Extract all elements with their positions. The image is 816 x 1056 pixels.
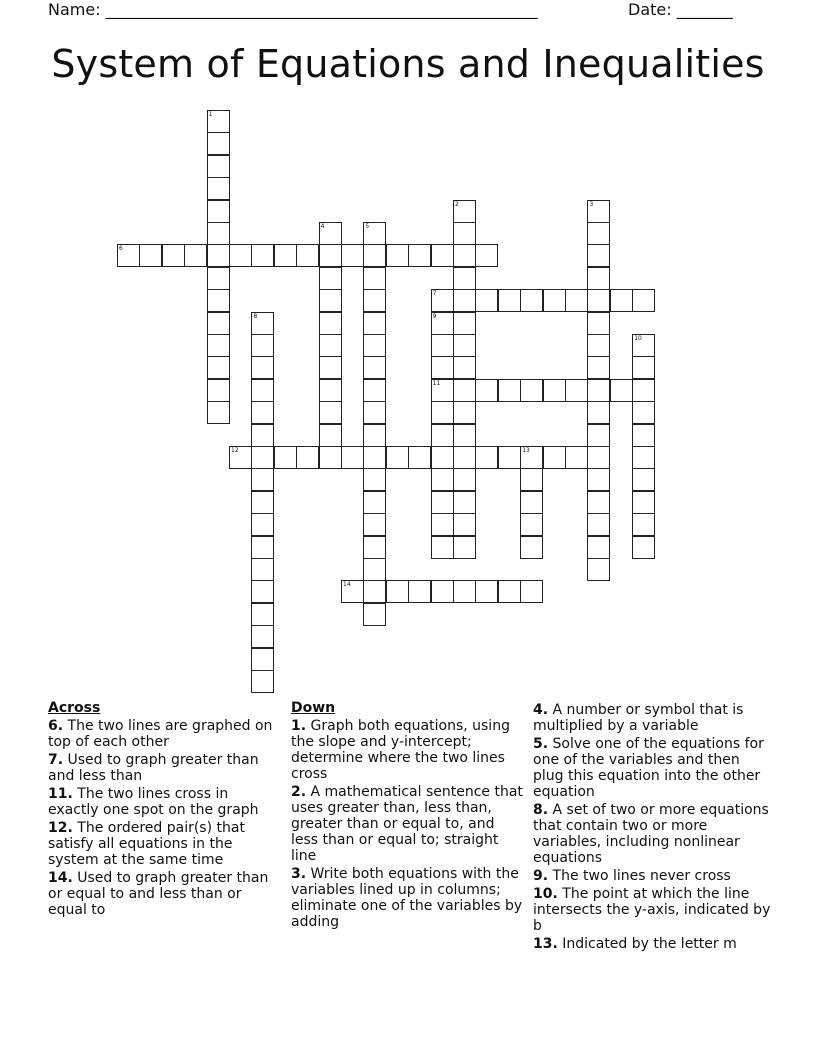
clue-item xyxy=(533,886,773,934)
clue-item xyxy=(533,802,773,866)
clue-number: 2 xyxy=(455,200,459,208)
crossword-cell[interactable] xyxy=(251,334,274,357)
clue-number: 9 xyxy=(432,312,437,320)
crossword-cell[interactable] xyxy=(453,379,476,402)
crossword-cell[interactable] xyxy=(386,446,409,469)
crossword-cell[interactable] xyxy=(319,379,342,402)
crossword-cell[interactable] xyxy=(431,446,454,469)
crossword-cell[interactable] xyxy=(363,334,386,357)
crossword-cell[interactable] xyxy=(453,289,476,312)
clue-number: 11 xyxy=(432,379,441,387)
crossword-cell[interactable] xyxy=(251,446,274,469)
clue-item xyxy=(291,866,523,930)
down-clues-col2 xyxy=(533,702,773,954)
crossword-cell[interactable] xyxy=(363,379,386,402)
crossword-cell[interactable] xyxy=(453,491,476,514)
crossword-cell[interactable] xyxy=(319,289,342,312)
down-heading: Down xyxy=(291,700,336,716)
crossword-cell[interactable] xyxy=(363,513,386,536)
clue-number: 10 xyxy=(634,335,642,342)
crossword-cell[interactable] xyxy=(207,401,230,424)
crossword-cell[interactable] xyxy=(475,446,498,469)
down-clues-col1 xyxy=(291,700,523,932)
crossword-cell[interactable] xyxy=(363,446,386,469)
crossword-cell[interactable] xyxy=(431,334,454,357)
crossword-cell[interactable] xyxy=(207,379,230,402)
clue-item xyxy=(533,868,773,884)
crossword-cell[interactable] xyxy=(543,379,566,402)
clue-text: The point at which the line intersects the y-axis, indicated by b xyxy=(533,886,771,934)
clue-text: The two lines are graphed on top of each other xyxy=(48,718,273,750)
clue-text: Used to graph greater than and less than xyxy=(48,752,259,784)
clue-number-label: 13. xyxy=(533,936,558,952)
crossword-cell[interactable] xyxy=(251,670,274,693)
crossword-cell[interactable] xyxy=(453,536,476,559)
crossword-cell[interactable] xyxy=(587,401,610,424)
crossword-cell[interactable] xyxy=(251,356,274,379)
crossword-cell[interactable] xyxy=(453,513,476,536)
crossword-cell[interactable] xyxy=(632,289,655,312)
crossword-cell[interactable] xyxy=(475,580,498,603)
crossword-cell[interactable] xyxy=(453,580,476,603)
crossword-cell[interactable] xyxy=(386,244,409,267)
crossword-cell[interactable] xyxy=(587,558,610,581)
crossword-cell[interactable] xyxy=(341,244,364,267)
crossword-cell[interactable] xyxy=(431,356,454,379)
crossword-cell[interactable] xyxy=(207,289,230,312)
crossword-cell[interactable] xyxy=(453,244,476,267)
crossword-cell[interactable] xyxy=(251,401,274,424)
crossword-cell[interactable] xyxy=(251,379,274,402)
crossword-cell[interactable] xyxy=(520,468,543,491)
across-heading: Across xyxy=(48,700,101,716)
crossword-cell[interactable] xyxy=(251,558,274,581)
crossword-cell[interactable] xyxy=(207,356,230,379)
crossword-cell[interactable] xyxy=(520,513,543,536)
crossword-cell[interactable] xyxy=(632,401,655,424)
crossword-cell[interactable] xyxy=(319,244,342,267)
clue-number: 12 xyxy=(231,447,239,454)
crossword-cell[interactable] xyxy=(363,603,386,626)
crossword-cell[interactable] xyxy=(251,244,274,267)
crossword-cell[interactable] xyxy=(632,491,655,514)
crossword-cell[interactable] xyxy=(431,536,454,559)
crossword-cell[interactable] xyxy=(363,401,386,424)
crossword-cell[interactable] xyxy=(251,648,274,671)
crossword-cell[interactable] xyxy=(453,424,476,447)
clue-text: The two lines cross in exactly one spot on the graph xyxy=(48,786,259,818)
crossword-cell[interactable] xyxy=(386,580,409,603)
clue-text: The ordered pair(s) that satisfy all equations in the system at the same time xyxy=(48,820,245,868)
crossword-cell[interactable] xyxy=(587,289,610,312)
crossword-cell[interactable] xyxy=(162,244,185,267)
date-field: Date: _______ xyxy=(628,0,733,19)
crossword-cell[interactable] xyxy=(498,580,521,603)
crossword-cell[interactable] xyxy=(587,468,610,491)
clue-text: A number or symbol that is multiplied by a variable xyxy=(533,702,744,734)
clue-number-label: 4. xyxy=(533,702,549,718)
crossword-cell[interactable] xyxy=(431,244,454,267)
across-clues xyxy=(48,700,278,920)
crossword-cell[interactable] xyxy=(319,424,342,447)
crossword-cell[interactable] xyxy=(431,468,454,491)
crossword-cell[interactable] xyxy=(251,491,274,514)
crossword-cell[interactable] xyxy=(251,625,274,648)
crossword-cell[interactable] xyxy=(363,312,386,335)
crossword-cell[interactable] xyxy=(587,267,610,290)
crossword-cell[interactable] xyxy=(587,424,610,447)
crossword-cell[interactable] xyxy=(565,446,588,469)
crossword-cell[interactable] xyxy=(363,289,386,312)
clue-number-label: 9. xyxy=(533,868,549,884)
clue-item xyxy=(533,936,773,952)
crossword-cell[interactable] xyxy=(251,468,274,491)
crossword-cell[interactable] xyxy=(207,200,230,223)
crossword-cell[interactable] xyxy=(431,424,454,447)
clue-number: 14 xyxy=(343,581,351,589)
crossword-cell[interactable] xyxy=(274,446,297,469)
crossword-cell[interactable] xyxy=(520,289,543,312)
crossword-cell[interactable] xyxy=(632,424,655,447)
crossword-cell[interactable] xyxy=(632,356,655,379)
clue-number-label: 14. xyxy=(48,870,73,886)
clue-item xyxy=(533,702,773,734)
crossword-cell[interactable] xyxy=(632,446,655,469)
clue-number-label: 2. xyxy=(291,784,307,800)
crossword-cell[interactable] xyxy=(408,580,431,603)
page-title: System of Equations and Inequalities xyxy=(51,42,765,86)
crossword-cell[interactable] xyxy=(498,446,521,469)
crossword-cell[interactable] xyxy=(453,267,476,290)
crossword-cell[interactable] xyxy=(207,312,230,335)
crossword-cell[interactable] xyxy=(587,491,610,514)
crossword-cell[interactable] xyxy=(610,289,633,312)
crossword-cell[interactable] xyxy=(453,334,476,357)
clue-text: A mathematical sentence that uses greater than, less than, greater than or equal to, and less than or equal to; straight line xyxy=(291,784,523,864)
crossword-cell[interactable] xyxy=(363,424,386,447)
crossword-cell[interactable] xyxy=(453,222,476,245)
crossword-cell[interactable] xyxy=(319,267,342,290)
clue-item xyxy=(48,870,278,918)
crossword-cell[interactable] xyxy=(587,513,610,536)
crossword-cell[interactable] xyxy=(251,424,274,447)
crossword-cell[interactable] xyxy=(632,513,655,536)
crossword-cell[interactable] xyxy=(251,580,274,603)
crossword-cell[interactable] xyxy=(319,334,342,357)
clue-number-label: 3. xyxy=(291,866,307,882)
crossword-cell[interactable] xyxy=(475,244,498,267)
crossword-cell[interactable] xyxy=(251,603,274,626)
crossword-cell[interactable] xyxy=(319,312,342,335)
crossword-cell[interactable] xyxy=(632,468,655,491)
crossword-cell[interactable] xyxy=(251,513,274,536)
crossword-cell[interactable] xyxy=(475,379,498,402)
crossword-cell[interactable] xyxy=(184,244,207,267)
crossword-cell[interactable] xyxy=(296,244,319,267)
crossword-cell[interactable] xyxy=(296,446,319,469)
crossword-cell[interactable] xyxy=(565,379,588,402)
crossword-cell[interactable] xyxy=(431,401,454,424)
clue-number: 7 xyxy=(432,290,437,298)
crossword-cell[interactable] xyxy=(363,558,386,581)
crossword-cell[interactable] xyxy=(207,267,230,290)
crossword-cell[interactable] xyxy=(408,244,431,267)
clue-number: 3 xyxy=(589,200,594,208)
crossword-cell[interactable] xyxy=(207,334,230,357)
clue-text: Write both equations with the variables lined up in columns; eliminate one of the variables by adding xyxy=(291,866,523,930)
crossword-cell[interactable] xyxy=(565,289,588,312)
clue-number-label: 5. xyxy=(533,736,549,752)
crossword-cell[interactable] xyxy=(363,468,386,491)
crossword-cell[interactable] xyxy=(363,580,386,603)
crossword-cell[interactable] xyxy=(229,244,252,267)
clue-number-label: 7. xyxy=(48,752,64,768)
crossword-cell[interactable] xyxy=(453,468,476,491)
crossword-cell[interactable] xyxy=(587,222,610,245)
clue-number-label: 11. xyxy=(48,786,73,802)
clue-number: 5 xyxy=(365,223,370,230)
crossword-cell[interactable] xyxy=(431,491,454,514)
crossword-cell[interactable] xyxy=(319,356,342,379)
clue-number-label: 6. xyxy=(48,718,64,734)
crossword-cell[interactable] xyxy=(520,580,543,603)
crossword-cell[interactable] xyxy=(587,446,610,469)
crossword-cell[interactable] xyxy=(453,401,476,424)
crossword-cell[interactable] xyxy=(453,356,476,379)
crossword-cell[interactable] xyxy=(139,244,162,267)
clue-number-label: 8. xyxy=(533,802,549,818)
clue-text: The two lines never cross xyxy=(548,868,731,884)
clue-number-label: 10. xyxy=(533,886,558,902)
clue-number: 6 xyxy=(119,245,123,253)
clue-item xyxy=(48,718,278,750)
crossword-cell[interactable] xyxy=(498,379,521,402)
crossword-cell[interactable] xyxy=(587,536,610,559)
clue-number: 13 xyxy=(522,447,530,454)
crossword-cell[interactable] xyxy=(520,491,543,514)
crossword-cell[interactable] xyxy=(520,379,543,402)
crossword-cell[interactable] xyxy=(207,177,230,200)
clue-number-label: 12. xyxy=(48,820,73,836)
crossword-cell[interactable] xyxy=(543,446,566,469)
crossword-cell[interactable] xyxy=(632,536,655,559)
crossword-cell[interactable] xyxy=(207,222,230,245)
crossword-cell[interactable] xyxy=(363,267,386,290)
clue-item xyxy=(48,752,278,784)
crossword-cell[interactable] xyxy=(587,334,610,357)
clue-text: A set of two or more equations that contain two or more variables, including nonlinear equations xyxy=(533,802,769,866)
clue-number: 1 xyxy=(208,111,213,118)
crossword-cell[interactable] xyxy=(453,312,476,335)
crossword-cell[interactable] xyxy=(587,312,610,335)
crossword-cell[interactable] xyxy=(363,491,386,514)
clue-item xyxy=(291,718,523,782)
clue-item xyxy=(533,736,773,800)
crossword-cell[interactable] xyxy=(475,289,498,312)
crossword-cell[interactable] xyxy=(274,244,297,267)
crossword-cell[interactable] xyxy=(319,446,342,469)
name-field: Name: ______________________________________________________ xyxy=(48,0,538,19)
clue-text: Solve one of the equations for one of the variables and then plug this equation into the other equation xyxy=(533,736,764,800)
crossword-cell[interactable] xyxy=(587,356,610,379)
crossword-cell[interactable] xyxy=(207,155,230,178)
crossword-cell[interactable] xyxy=(632,379,655,402)
crossword-cell[interactable] xyxy=(610,379,633,402)
crossword-cell[interactable] xyxy=(207,244,230,267)
crossword-cell[interactable] xyxy=(543,289,566,312)
clue-item xyxy=(291,784,523,864)
crossword-cell[interactable] xyxy=(319,401,342,424)
crossword-cell[interactable] xyxy=(207,132,230,155)
clue-text: Graph both equations, using the slope and y-intercept; determine where the two lines cross xyxy=(291,718,510,782)
clue-text: Indicated by the letter m xyxy=(557,936,737,952)
crossword-cell[interactable] xyxy=(587,379,610,402)
clue-text: Used to graph greater than or equal to and less than or equal to xyxy=(48,870,269,918)
crossword-cell[interactable] xyxy=(498,289,521,312)
crossword-cell[interactable] xyxy=(587,244,610,267)
crossword-cell[interactable] xyxy=(363,244,386,267)
crossword-cell[interactable] xyxy=(431,580,454,603)
clue-number: 4 xyxy=(320,223,325,230)
crossword-cell[interactable] xyxy=(520,536,543,559)
crossword-cell[interactable] xyxy=(453,446,476,469)
clue-item xyxy=(48,786,278,818)
clue-item xyxy=(48,820,278,868)
crossword-cell[interactable] xyxy=(408,446,431,469)
crossword-cell[interactable] xyxy=(363,356,386,379)
crossword-cell[interactable] xyxy=(251,536,274,559)
crossword-cell[interactable] xyxy=(431,513,454,536)
clue-number: 8 xyxy=(253,312,258,320)
clue-number-label: 1. xyxy=(291,718,307,734)
crossword-cell[interactable] xyxy=(363,536,386,559)
crossword-cell[interactable] xyxy=(341,446,364,469)
